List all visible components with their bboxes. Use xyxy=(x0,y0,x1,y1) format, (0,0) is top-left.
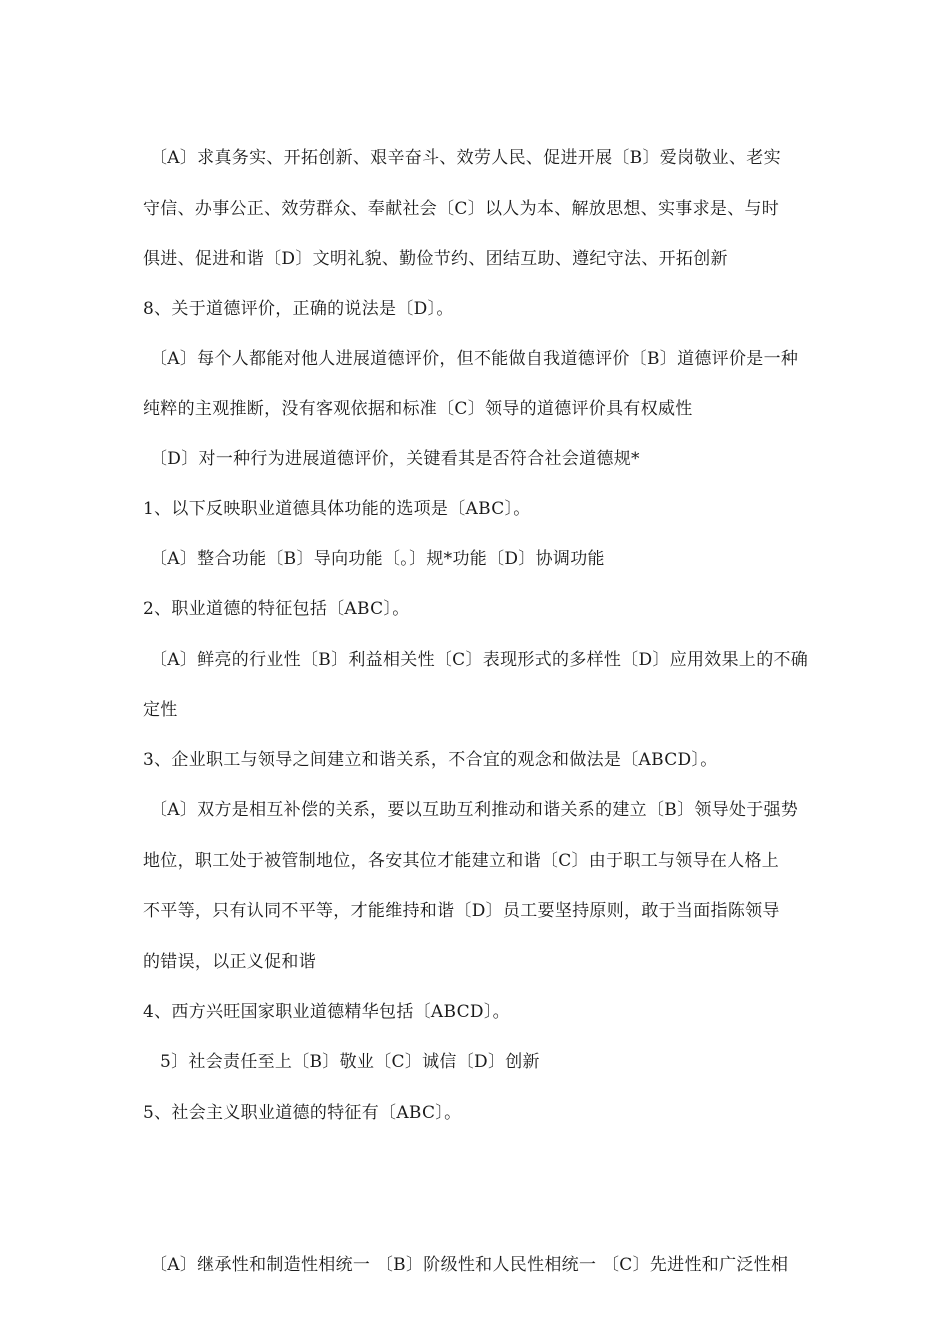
question-line: 4、西方兴旺国家职业道德精华包括〔ABCD〕。 xyxy=(143,1002,510,1022)
option-line: 俱进、促进和谐〔D〕文明礼貌、勤俭节约、团结互助、遵纪守法、开拓创新 xyxy=(143,249,728,269)
question-line: 1、以下反映职业道德具体功能的选项是〔ABC〕。 xyxy=(143,499,531,519)
option-line: 纯粹的主观推断，没有客观依据和标准〔C〕领导的道德评价具有权威性 xyxy=(143,399,693,419)
option-line: 不平等，只有认同不平等，才能维持和谐〔D〕员工要坚持原则，敢于当面指陈领导 xyxy=(143,901,780,921)
option-line: 定性 xyxy=(143,700,178,720)
option-line: 地位，职工处于被管制地位，各安其位才能建立和谐〔C〕由于职工与领导在人格上 xyxy=(143,851,780,871)
option-line: 〔A〕双方是相互补偿的关系，要以互助互利推动和谐关系的建立〔B〕领导处于强势 xyxy=(150,800,799,820)
option-line: 〔A〕鲜亮的行业性〔B〕利益相关性〔C〕表现形式的多样性〔D〕应用效果上的不确 xyxy=(150,650,809,670)
option-line: 守信、办事公正、效劳群众、奉献社会〔C〕以人为本、解放思想、实事求是、与时 xyxy=(143,199,780,219)
option-line: 〔A〕整合功能〔B〕导向功能〔。〕规*功能〔D〕协调功能 xyxy=(150,549,605,569)
question-line: 2、职业道德的特征包括〔ABC〕。 xyxy=(143,599,410,619)
question-line: 8、关于道德评价，正确的说法是〔D〕。 xyxy=(143,299,454,319)
option-line: 〔A〕每个人都能对他人进展道德评价，但不能做自我道德评价〔B〕道德评价是一种 xyxy=(150,349,799,369)
option-line: 的错误，以正义促和谐 xyxy=(143,952,316,972)
question-line: 3、企业职工与领导之间建立和谐关系，不合宜的观念和做法是〔ABCD〕。 xyxy=(143,750,718,770)
option-line: 〔D〕对一种行为进展道德评价，关键看其是否符合社会道德规* xyxy=(150,449,640,469)
option-line: 5〕社会责任至上〔B〕敬业〔C〕诚信〔D〕创新 xyxy=(160,1052,540,1072)
question-line: 5、社会主义职业道德的特征有〔ABC〕。 xyxy=(143,1103,462,1123)
option-line: 〔A〕继承性和制造性相统一 〔B〕阶级性和人民性相统一 〔C〕先进性和广泛性相 xyxy=(150,1255,789,1275)
option-line: 〔A〕求真务实、开拓创新、艰辛奋斗、效劳人民、促进开展〔B〕爱岗敬业、老实 xyxy=(150,148,781,168)
